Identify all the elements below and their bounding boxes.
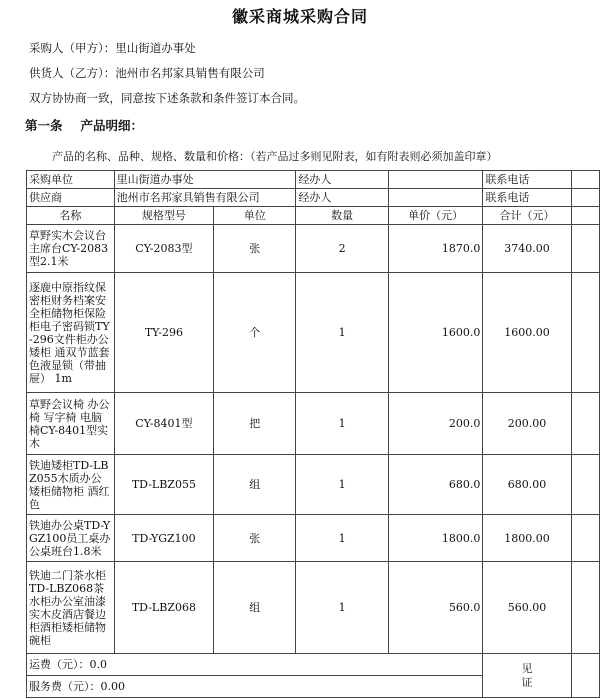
item-extra	[571, 455, 599, 515]
supplier-manager-value	[388, 189, 482, 207]
item-total: 1800.00	[483, 515, 571, 562]
item-unit: 组	[214, 455, 296, 515]
item-model: CY-8401型	[114, 393, 213, 455]
item-extra	[571, 562, 599, 654]
service-text: 服务费（元）：0.00	[27, 676, 483, 698]
item-qty: 1	[296, 515, 389, 562]
header-price: 单价（元）	[388, 207, 482, 225]
item-qty: 1	[296, 273, 389, 393]
phone-label: 联系电话	[483, 171, 571, 189]
item-extra	[571, 225, 599, 273]
item-total: 680.00	[483, 455, 571, 515]
item-qty: 1	[296, 455, 389, 515]
supplier-phone-label: 联系电话	[483, 189, 571, 207]
table-row	[27, 515, 600, 562]
item-unit: 组	[214, 562, 296, 654]
product-table	[26, 170, 600, 698]
item-extra	[571, 393, 599, 455]
manager-value	[388, 171, 482, 189]
supplier-row	[27, 189, 600, 207]
item-name: 逐鹿中原指纹保密柜财务档案安全柜储物柜保险柜电子密码锁TY-296文件柜办公矮柜 通双节蓝套色液显锁（带抽屉） 1m	[27, 273, 115, 393]
header-total: 合计（元）	[483, 207, 571, 225]
item-price: 680.0	[388, 455, 482, 515]
item-name: 铁迪二门茶水柜TD-LBZ068茶水柜办公室油漆实木皮酒店餐边柜酒柜矮柜储物碗柜	[27, 562, 115, 654]
supplier-manager-label: 经办人	[296, 189, 389, 207]
item-name: 草野会议椅 办公椅 写字椅 电脑椅CY-8401型实木	[27, 393, 115, 455]
item-price: 200.0	[388, 393, 482, 455]
supplier-line: 供货人（乙方）：池州市名邦家具销售有限公司	[29, 66, 265, 80]
header-unit: 单位	[214, 207, 296, 225]
section-heading	[25, 116, 143, 134]
contract-title: 徽采商城采购合同	[231, 7, 368, 26]
section-number: 第一条	[25, 118, 63, 133]
seal-char: 证	[521, 675, 533, 689]
item-unit: 把	[214, 393, 296, 455]
item-qty: 1	[296, 562, 389, 654]
agreement-line: 双方协协商一致，同意按下述条款和条件签订本合同。	[29, 91, 305, 105]
header-extra	[571, 207, 599, 225]
item-total: 3740.00	[483, 225, 571, 273]
item-name: 铁迪办公桌TD-YGZ100员工桌办公桌班台1.8米	[27, 515, 115, 562]
freight-row	[27, 654, 600, 676]
item-unit: 个	[214, 273, 296, 393]
item-model: TD-LBZ068	[114, 562, 213, 654]
item-model: CY-2083型	[114, 225, 213, 273]
item-qty: 1	[296, 393, 389, 455]
manager-label: 经办人	[296, 171, 389, 189]
buyer-line: 采购人（甲方）：里山街道办事处	[29, 41, 196, 55]
supplier-phone-value	[571, 189, 599, 207]
item-unit: 张	[214, 515, 296, 562]
freight-text: 运费（元）：0.0	[27, 654, 483, 676]
item-price: 560.0	[388, 562, 482, 654]
table-row	[27, 225, 600, 273]
item-extra	[571, 515, 599, 562]
table-row	[27, 393, 600, 455]
section-name: 产品明细：	[80, 118, 144, 133]
item-model: TD-LBZ055	[114, 455, 213, 515]
products-note: 产品的名称、品种、规格、数量和价格：（若产品过多则见附表，如有附表则必须加盖印章）	[52, 150, 498, 163]
item-qty: 2	[296, 225, 389, 273]
item-price: 1600.0	[388, 273, 482, 393]
header-name: 名称	[27, 207, 115, 225]
phone-value	[571, 171, 599, 189]
table-row	[27, 562, 600, 654]
item-extra	[571, 273, 599, 393]
item-total: 560.00	[483, 562, 571, 654]
seal-char: 见	[521, 661, 533, 675]
header-model: 规格型号	[114, 207, 213, 225]
item-name: 草野实木会议台主席台CY-2083型2.1米	[27, 225, 115, 273]
table-row	[27, 455, 600, 515]
buyer-value: 里山街道办事处	[114, 171, 296, 189]
item-name: 铁迪矮柜TD-LBZ055木质办公矮柜储物柜 酒红色	[27, 455, 115, 515]
table-row	[27, 273, 600, 393]
supplier-label: 供应商	[27, 189, 115, 207]
item-model: TD-YGZ100	[114, 515, 213, 562]
item-total: 1600.00	[483, 273, 571, 393]
seal-extra	[571, 654, 599, 698]
supplier-value: 池州市名邦家具销售有限公司	[114, 189, 296, 207]
item-model: TY-296	[114, 273, 213, 393]
item-price: 1800.0	[388, 515, 482, 562]
item-unit: 张	[214, 225, 296, 273]
buyer-label: 采购单位	[27, 171, 115, 189]
buyer-row	[27, 171, 600, 189]
witness-seal-cell	[483, 654, 571, 698]
header-qty: 数量	[296, 207, 389, 225]
item-price: 1870.0	[388, 225, 482, 273]
item-total: 200.00	[483, 393, 571, 455]
header-row	[27, 207, 600, 225]
